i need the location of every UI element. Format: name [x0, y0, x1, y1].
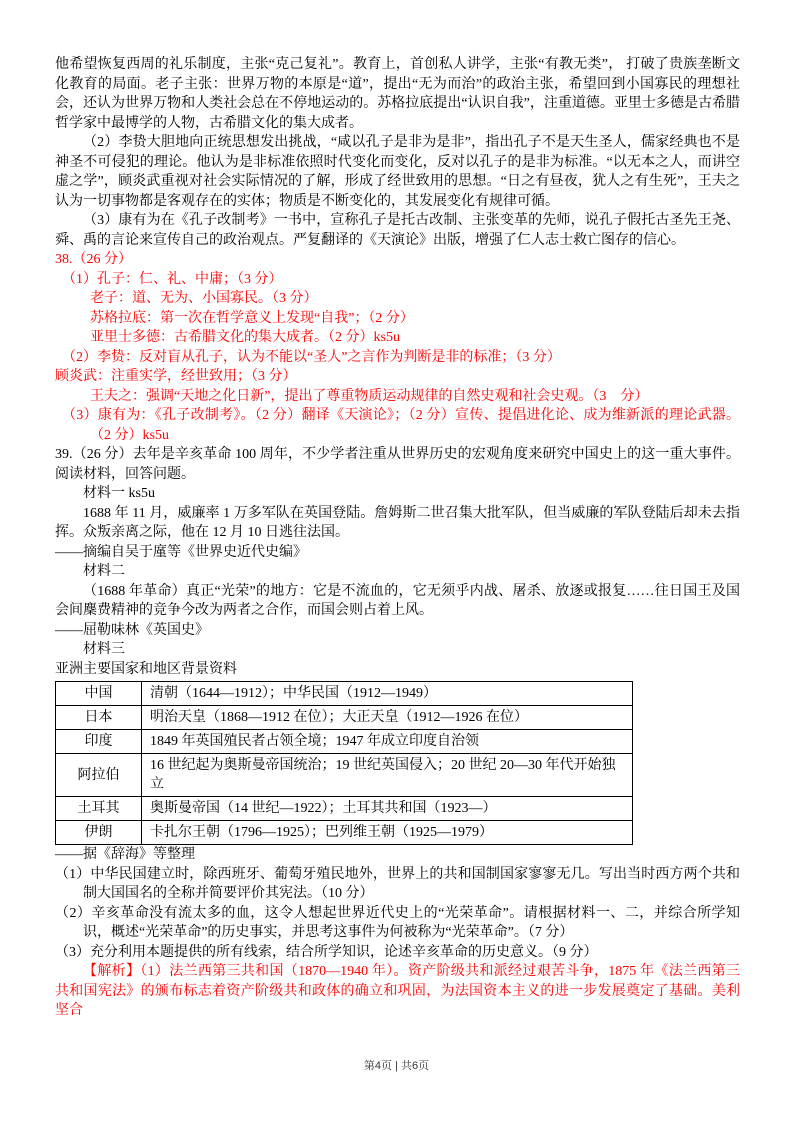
table-cell-info: 清朝（1644—1912）；中华民国（1912—1949） [142, 682, 633, 706]
asia-table-title: 亚洲主要国家和地区背景资料 [55, 661, 237, 677]
table-cell-region: 伊朗 [56, 821, 142, 845]
table-cell-info: 奥斯曼帝国（14 世纪—1922）；土耳其共和国（1923—） [142, 797, 633, 821]
table-cell-info: 卡扎尔王朝（1796—1925）；巴列维王朝（1925—1979） [142, 821, 633, 845]
answer-38-line: （1）孔子：仁、礼、中庸；（3 分） [62, 271, 283, 287]
page-content [55, 55, 740, 1021]
answer-38-line: （3）康有为：《孔子改制考》。（2 分）翻译《天演论》；（2 分）宣传、提倡进化论、成为维新派的理论武器。（2 分）ks5u [62, 408, 740, 443]
answer-38-line: 老子：道、无为、小国寡民。（3 分） [90, 291, 318, 306]
table-cell-region: 日本 [56, 706, 142, 730]
material-1-source: ——摘编自吴于廑等《世界史近代史编》 [55, 544, 307, 560]
table-row [56, 821, 633, 845]
table-source: ——据《辞海》等整理 [55, 847, 195, 862]
table-cell-region: 阿拉伯 [56, 754, 142, 797]
material-1-label: 材料一 ks5u [83, 486, 155, 501]
table-row [56, 730, 633, 754]
material-1-text: 1688 年 11 月，威廉率 1 万多军队在英国登陆。詹姆斯二世召集大批军队，但当威廉的军队登陆后却未去指挥。众叛亲离之际，他在 12 月 10 日逃往法国。 [55, 505, 740, 540]
table-row [56, 682, 633, 706]
table-cell-region: 印度 [56, 730, 142, 754]
question-39-2: （2）辛亥革命没有流太多的血，这令人想起世界近代史上的“光荣革命”。请根据材料一、二，并综合所学知识，概述“光荣革命”的历史事实，并思考这事件为何被称为“光荣革命”。（7 分） [55, 905, 740, 940]
table-cell-info: 16 世纪起为奥斯曼帝国统治；19 世纪英国侵入；20 世纪 20—30 年代开始独立 [142, 754, 633, 797]
material-2-label: 材料二 [83, 564, 125, 579]
question-39: 39.（26 分）去年是辛亥革命 100 周年，不少学者注重从世界历史的宏观角度来研究中国史上的这一重大事件。阅读材料，回答问题。 [55, 447, 740, 482]
table-row [56, 754, 633, 797]
answer-37-part3: （3）康有为在《孔子改制考》一书中，宣称孔子是托古改制、主张变革的先师，说孔子假托古圣先王尧、舜、禹的言论来宣传自己的政治观点。严复翻译的《天演论》出版，增强了仁人志士救亡图存的信心。 [55, 213, 740, 248]
answer-38-line: 亚里士多德：古希腊文化的集大成者。（2 分）ks5u [90, 330, 400, 345]
table-row [56, 797, 633, 821]
asia-background-table [55, 681, 633, 845]
table-cell-region: 中国 [56, 682, 142, 706]
table-row [56, 706, 633, 730]
answer-38-line: 苏格拉底：第一次在哲学意义上发现“自我”；（2 分） [90, 310, 414, 326]
answer-37-continuation: 他希望恢复西周的礼乐制度，主张“克己复礼”。教育上，首创私人讲学，主张“有教无类”， 打破了贵族垄断文化教育的局面。老子主张：世界万物的本原是“道”，提出“无为而治”的政治主张，希望回到小国寡民的理想社会，还认为世界万物和人类社会总在不停地运动的。苏格拉底提出“认识自我”，注重道德。亚里士多德是古希腊哲学家中最博学的人物，古希腊文化的集大成者。 [55, 57, 740, 131]
table-cell-info: 1849 年英国殖民者占领全境；1947 年成立印度自治领 [142, 730, 633, 754]
table-cell-info: 明治天皇（1868—1912 在位）；大正天皇（1912—1926 在位） [142, 706, 633, 730]
answer-37-part2: （2）李贽大胆地向正统思想发出挑战，“咸以孔子是非为是非”，指出孔子不是天生圣人，儒家经典也不是神圣不可侵犯的理论。他认为是非标准依照时代变化而变化，反对以孔子的是非为标准。“以无本之人，而讲空虚之学”，顾炎武重视对社会实际情况的了解，形成了经世致用的思想。“日之有昼夜，犹人之有生死”，王夫之认为一切事物都是客观存在的实体；物质是不断变化的，其发展变化有规律可循。 [55, 135, 740, 209]
material-2-source: ——屈勒味林《英国史》 [55, 622, 209, 638]
material-3-label: 材料三 [83, 642, 125, 657]
answer-38-line: 王夫之：强调“天地之化日新”，提出了尊重物质运动规律的自然史观和社会史观。（3 分） [90, 388, 649, 404]
answer-38-line: （2）李贽：反对盲从孔子，认为不能以“圣人”之言作为判断是非的标准；（3 分） [62, 349, 561, 365]
answer-38-line: 顾炎武：注重实学，经世致用；（3 分） [55, 369, 297, 384]
page-footer [0, 1057, 793, 1077]
table-cell-region: 土耳其 [56, 797, 142, 821]
question-39-1: （1）中华民国建立时，除西班牙、葡萄牙殖民地外，世界上的共和国制国家寥寥无几。写出当时西方两个共和制大国国名的全称并简要评价其宪法。（10 分） [55, 866, 740, 901]
question-39-3: （3）充分利用本题提供的所有线索，结合所学知识，论述辛亥革命的历史意义。（9 分） [55, 944, 598, 960]
material-2-text: （1688 年革命）真正“光荣”的地方：它是不流血的，它无须乎内战、屠杀、放逐或报复……往日国王及国会间麇费精神的竞争今改为两者之合作，而国会则占着上风。 [55, 583, 740, 618]
answer-38-heading: 38.（26 分） [55, 252, 132, 267]
analysis-text: 【解析】（1）法兰西第三共和国（1870—1940 年）。资产阶级共和派经过艰苦斗争，1875 年《法兰西第三共和国宪法》的颁布标志着资产阶级共和政体的确立和巩固，为法国资本主义的进一步发展奠定了基础。美利坚合 [55, 964, 740, 1018]
page-number-text: 第4页 | 共6页 [363, 1059, 430, 1072]
